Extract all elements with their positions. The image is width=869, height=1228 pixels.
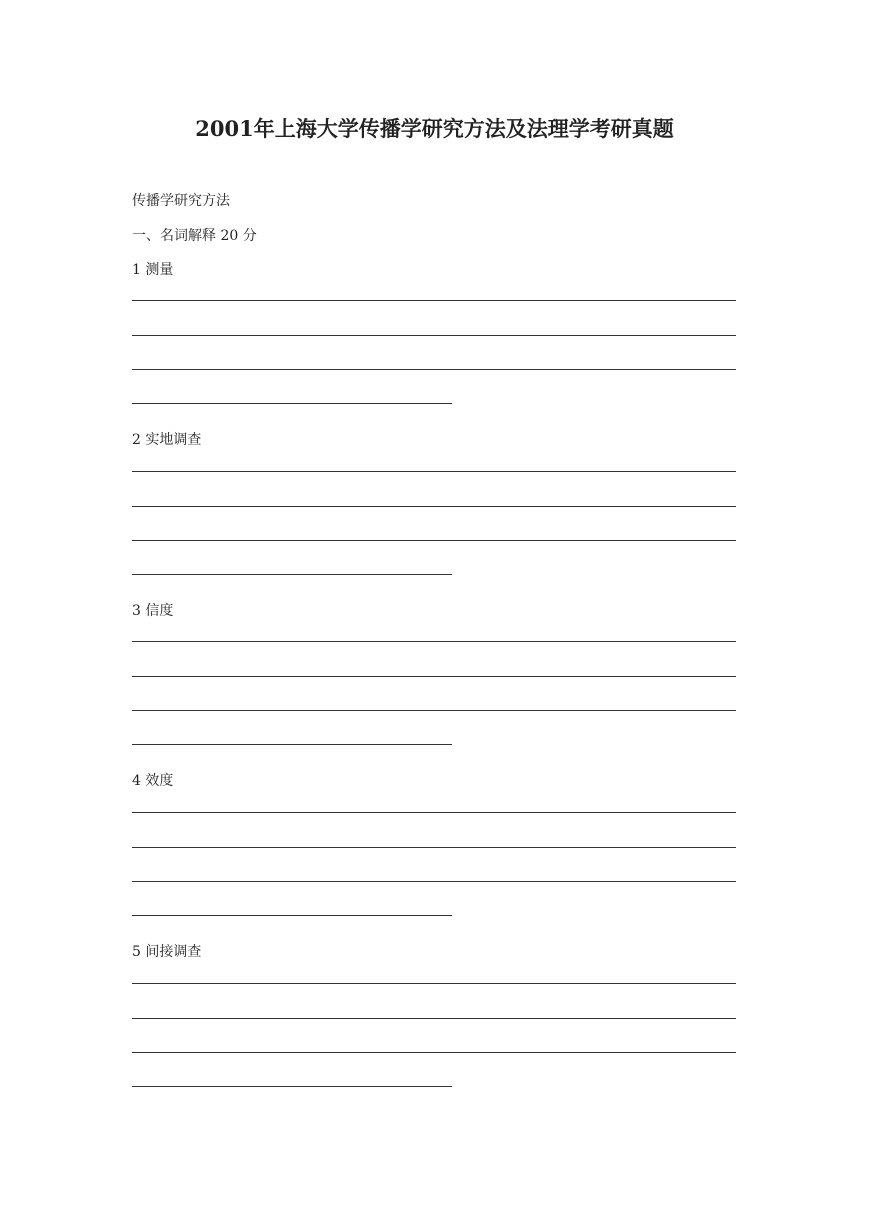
answer-line (132, 335, 736, 336)
term-label-3: 3 信度 (132, 603, 174, 619)
answer-line (132, 812, 736, 813)
term-label-4: 4 效度 (132, 773, 174, 789)
answer-line (132, 506, 736, 507)
answer-line (132, 1018, 736, 1019)
term-label-2: 2 实地调查 (132, 432, 202, 448)
answer-line (132, 369, 736, 370)
answer-line (132, 744, 452, 745)
answer-line (132, 676, 736, 677)
term-label-5: 5 间接调查 (132, 944, 202, 960)
section-heading: 传播学研究方法 (132, 193, 230, 209)
answer-line (132, 1086, 452, 1087)
part-heading: 一、名词解释 20 分 (132, 228, 257, 244)
answer-line (132, 881, 736, 882)
answer-line (132, 915, 452, 916)
answer-line (132, 1052, 736, 1053)
answer-line (132, 641, 736, 642)
answer-line (132, 847, 736, 848)
answer-line (132, 983, 736, 984)
term-label-1: 1 测量 (132, 262, 174, 278)
answer-line (132, 471, 736, 472)
answer-line (132, 540, 736, 541)
answer-line (132, 300, 736, 301)
answer-line (132, 403, 452, 404)
answer-line (132, 574, 452, 575)
answer-line (132, 710, 736, 711)
page-title: 2001年上海大学传播学研究方法及法理学考研真题 (195, 116, 674, 141)
